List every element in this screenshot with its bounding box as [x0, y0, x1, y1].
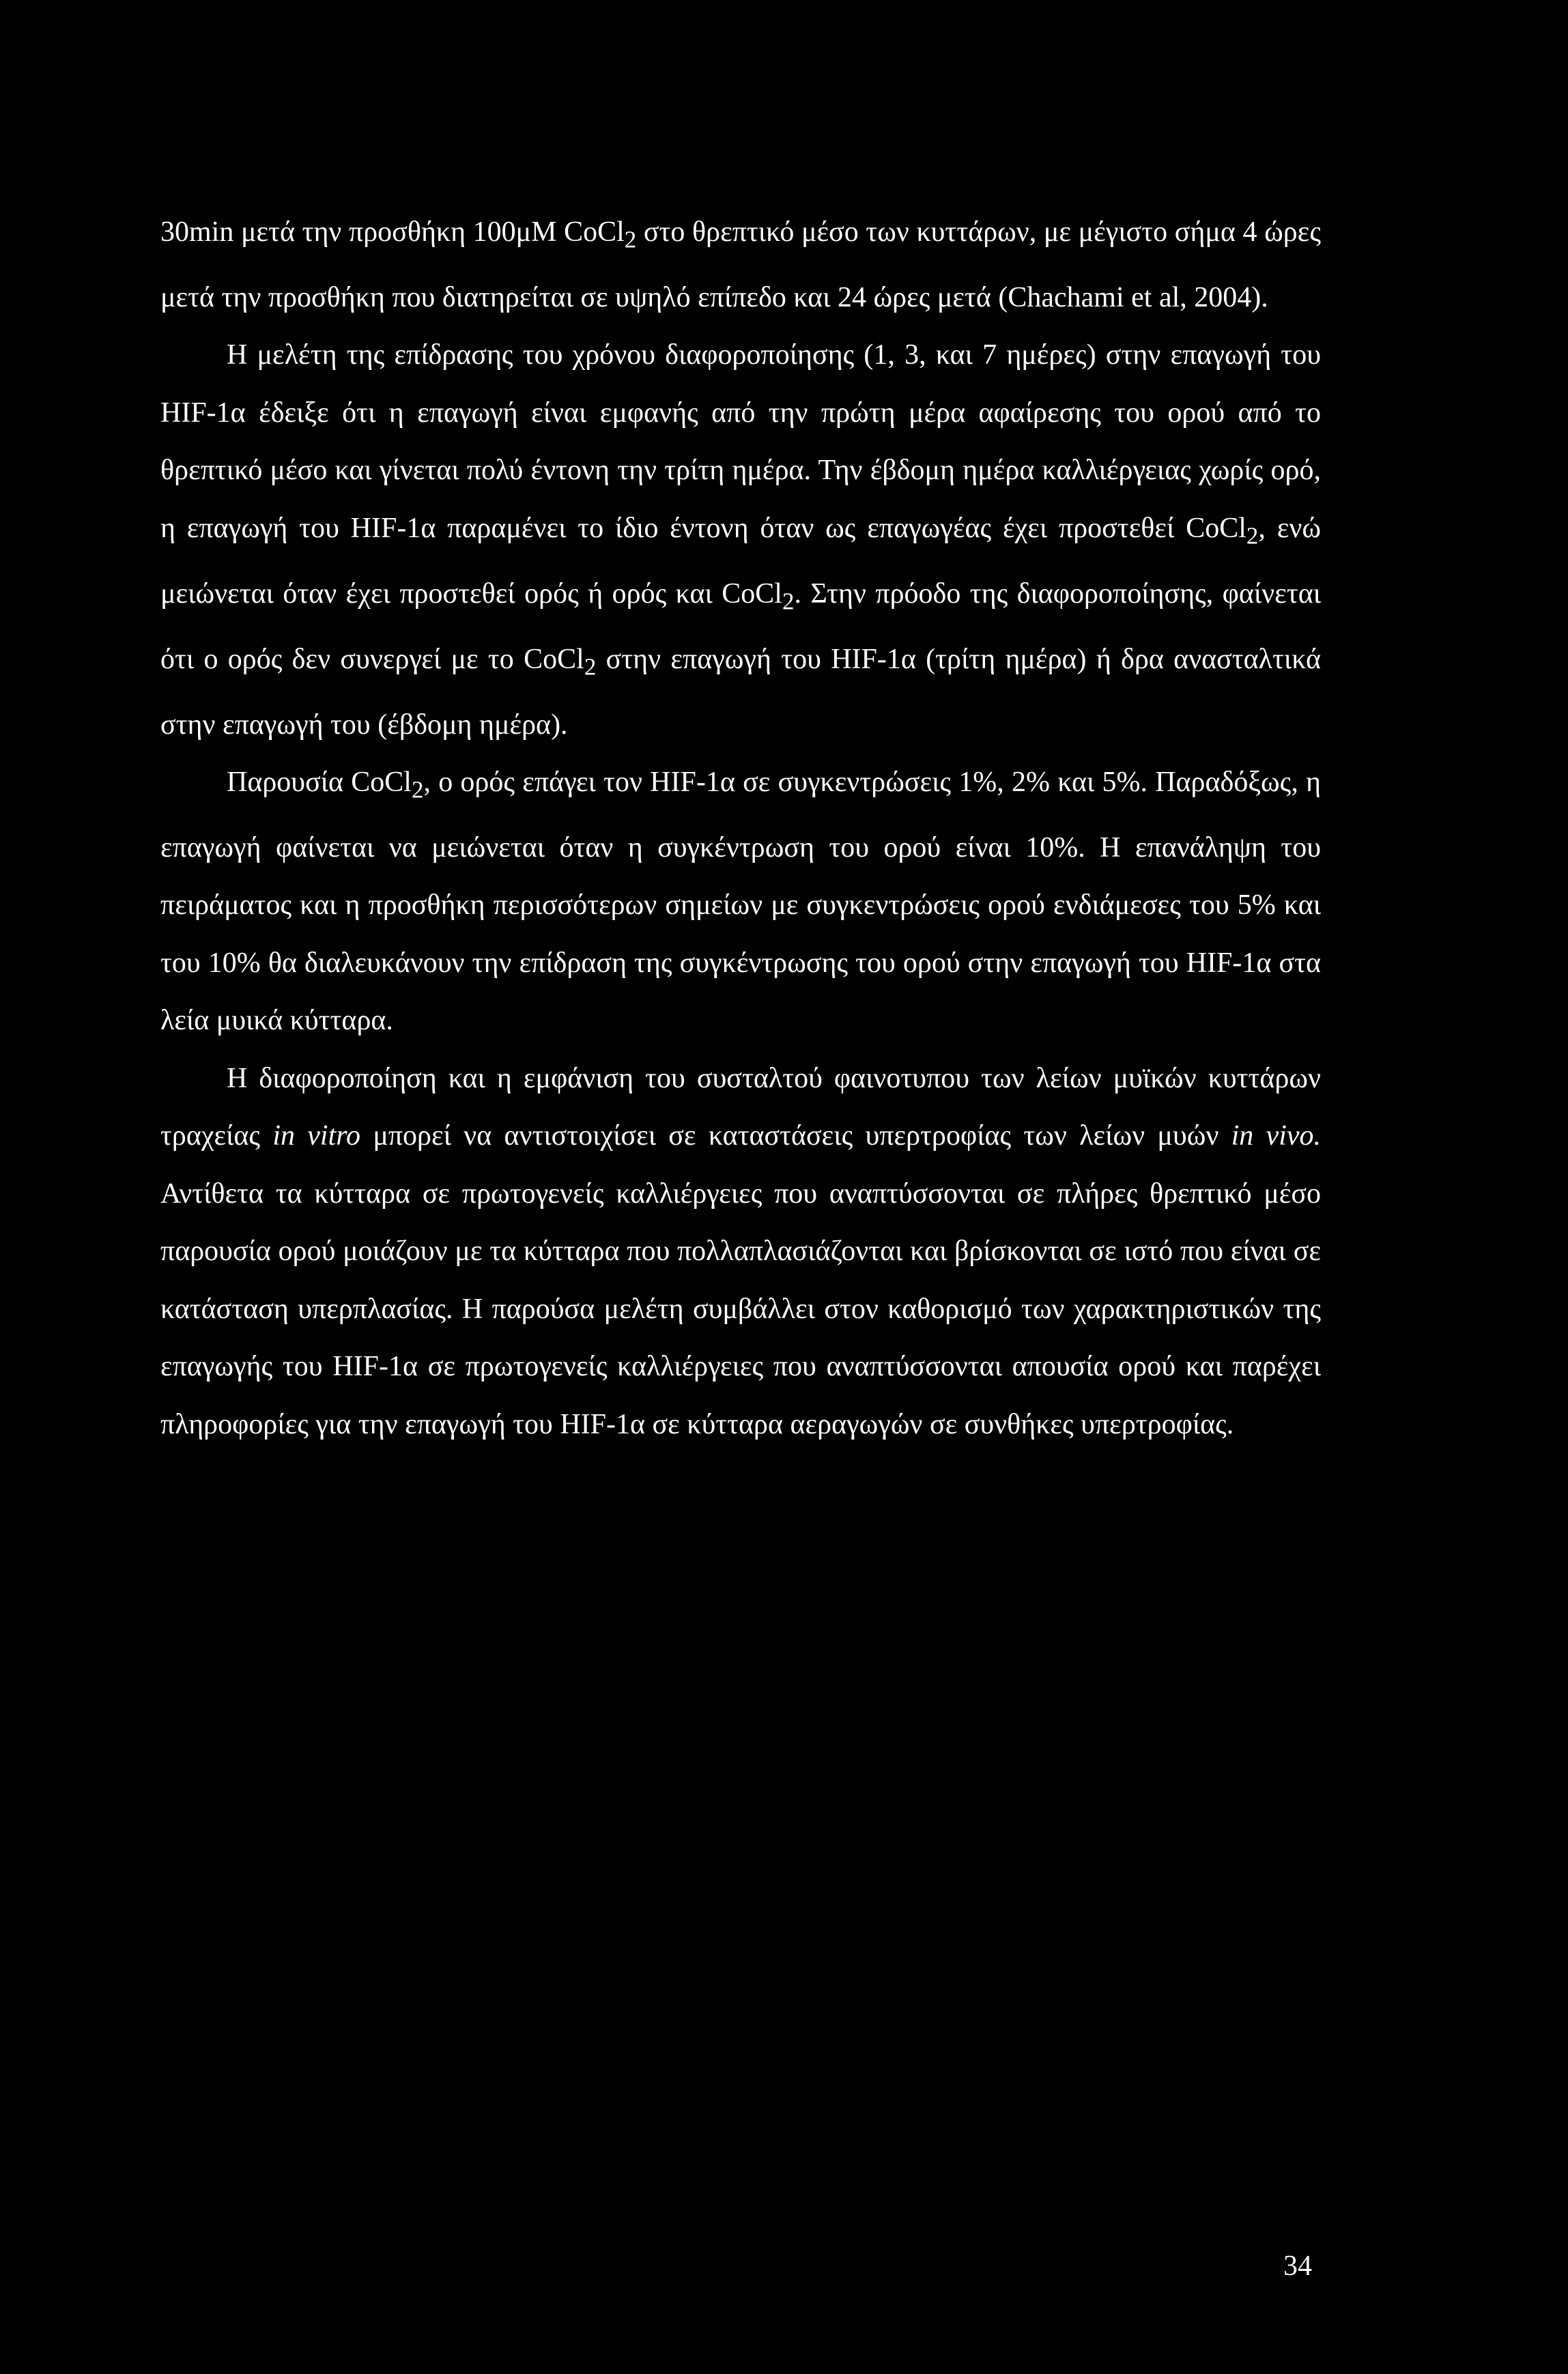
italic-term: in vitro [272, 1120, 361, 1152]
subscript: 2 [584, 653, 597, 681]
paragraph-2: Η μελέτη της επίδρασης του χρόνου διαφοροποίησης (1, 3, και 7 ημέρες) στην επαγωγή του HIF-1α έδειξε ότι η επαγωγή είναι εμφανής από την πρώτη μέρα αφαίρεσης του ορού από το θρεπτικό μέσο και γίνεται πολύ έντονη την τρίτη ημέρα. Την έβδομη ημέρα καλλιέργειας χωρίς ορό, η επαγωγή του HIF-1α παραμένει το ίδιο έντονη όταν ως επαγωγέας έχει προστεθεί CoCl$_2$, ενώ μειώνεται όταν έχει προστεθεί ορός ή ορός και CoCl$_2$. Στην πρόοδο της διαφοροποίησης, φαίνεται ότι ο ορός δεν συνεργεί με το CoCl$_2$ στην επαγωγή του HIF-1α (τρίτη ημέρα) ή δρα ανασταλτικά στην επαγωγή του (έβδομη ημέρα). [160, 339, 1321, 741]
subscript: 2 [624, 226, 637, 253]
italic-term: in vivo. [1231, 1120, 1322, 1152]
subscript: 2 [1246, 522, 1259, 549]
paragraph-3: Παρουσία CoCl$_2$, ο ορός επάγει τον HIF-1α σε συγκεντρώσεις 1%, 2% και 5%. Παραδόξως, η επαγωγή φαίνεται να μειώνεται όταν η συγκέντρωση του ορού είναι 10%. Η επανάληψη του πειράματος και η προσθήκη περισσότερων σημείων με συγκεντρώσεις ορού ενδιάμεσες του 5% και του 10% θα διαλευκάνουν την επίδραση της συγκέντρωσης του ορού στην επαγωγή του HIF-1α στα λεία μυικά κύτταρα. [160, 767, 1322, 1037]
subscript: 2 [782, 588, 795, 615]
page-number: 34 [1283, 2250, 1312, 2282]
document-body [160, 203, 1321, 1453]
paragraph-1: 30min μετά την προσθήκη 100μΜ CoCl$_2$ στο θρεπτικό μέσο των κυττάρων, με μέγιστο σήμα 4 ώρες μετά την προσθήκη που διατηρείται σε υψηλό επίπεδο και 24 ώρες μετά (Chachami et al, 2004). [160, 216, 1321, 313]
subscript: 2 [411, 776, 424, 803]
paragraph-4: Η διαφοροποίηση και η εμφάνιση του συσταλτού φαινοτυπου των λείων μυϊκών κυττάρων τραχείας in vitro μπορεί να αντιστοιχίσει σε καταστάσεις υπερτροφίας των λείων μυών in vivo. Αντίθετα τα κύτταρα σε πρωτογενείς καλλιέργειες που αναπτύσσονται σε πλήρες θρεπτικό μέσο παρουσία ορού μοιάζουν με τα κύτταρα που πολλαπλασιάζονται και βρίσκονται σε ιστό που είναι σε κατάσταση υπερπλασίας. Η παρούσα μελέτη συμβάλλει στον καθορισμό των χαρακτηριστικών της επαγωγής του HIF-1α σε πρωτογενείς καλλιέργειες που αναπτύσσονται απουσία ορού και παρέχει πληροφορίες για την επαγωγή του HIF-1α σε κύτταρα αεραγωγών σε συνθήκες υπερτροφίας. [160, 1062, 1322, 1440]
